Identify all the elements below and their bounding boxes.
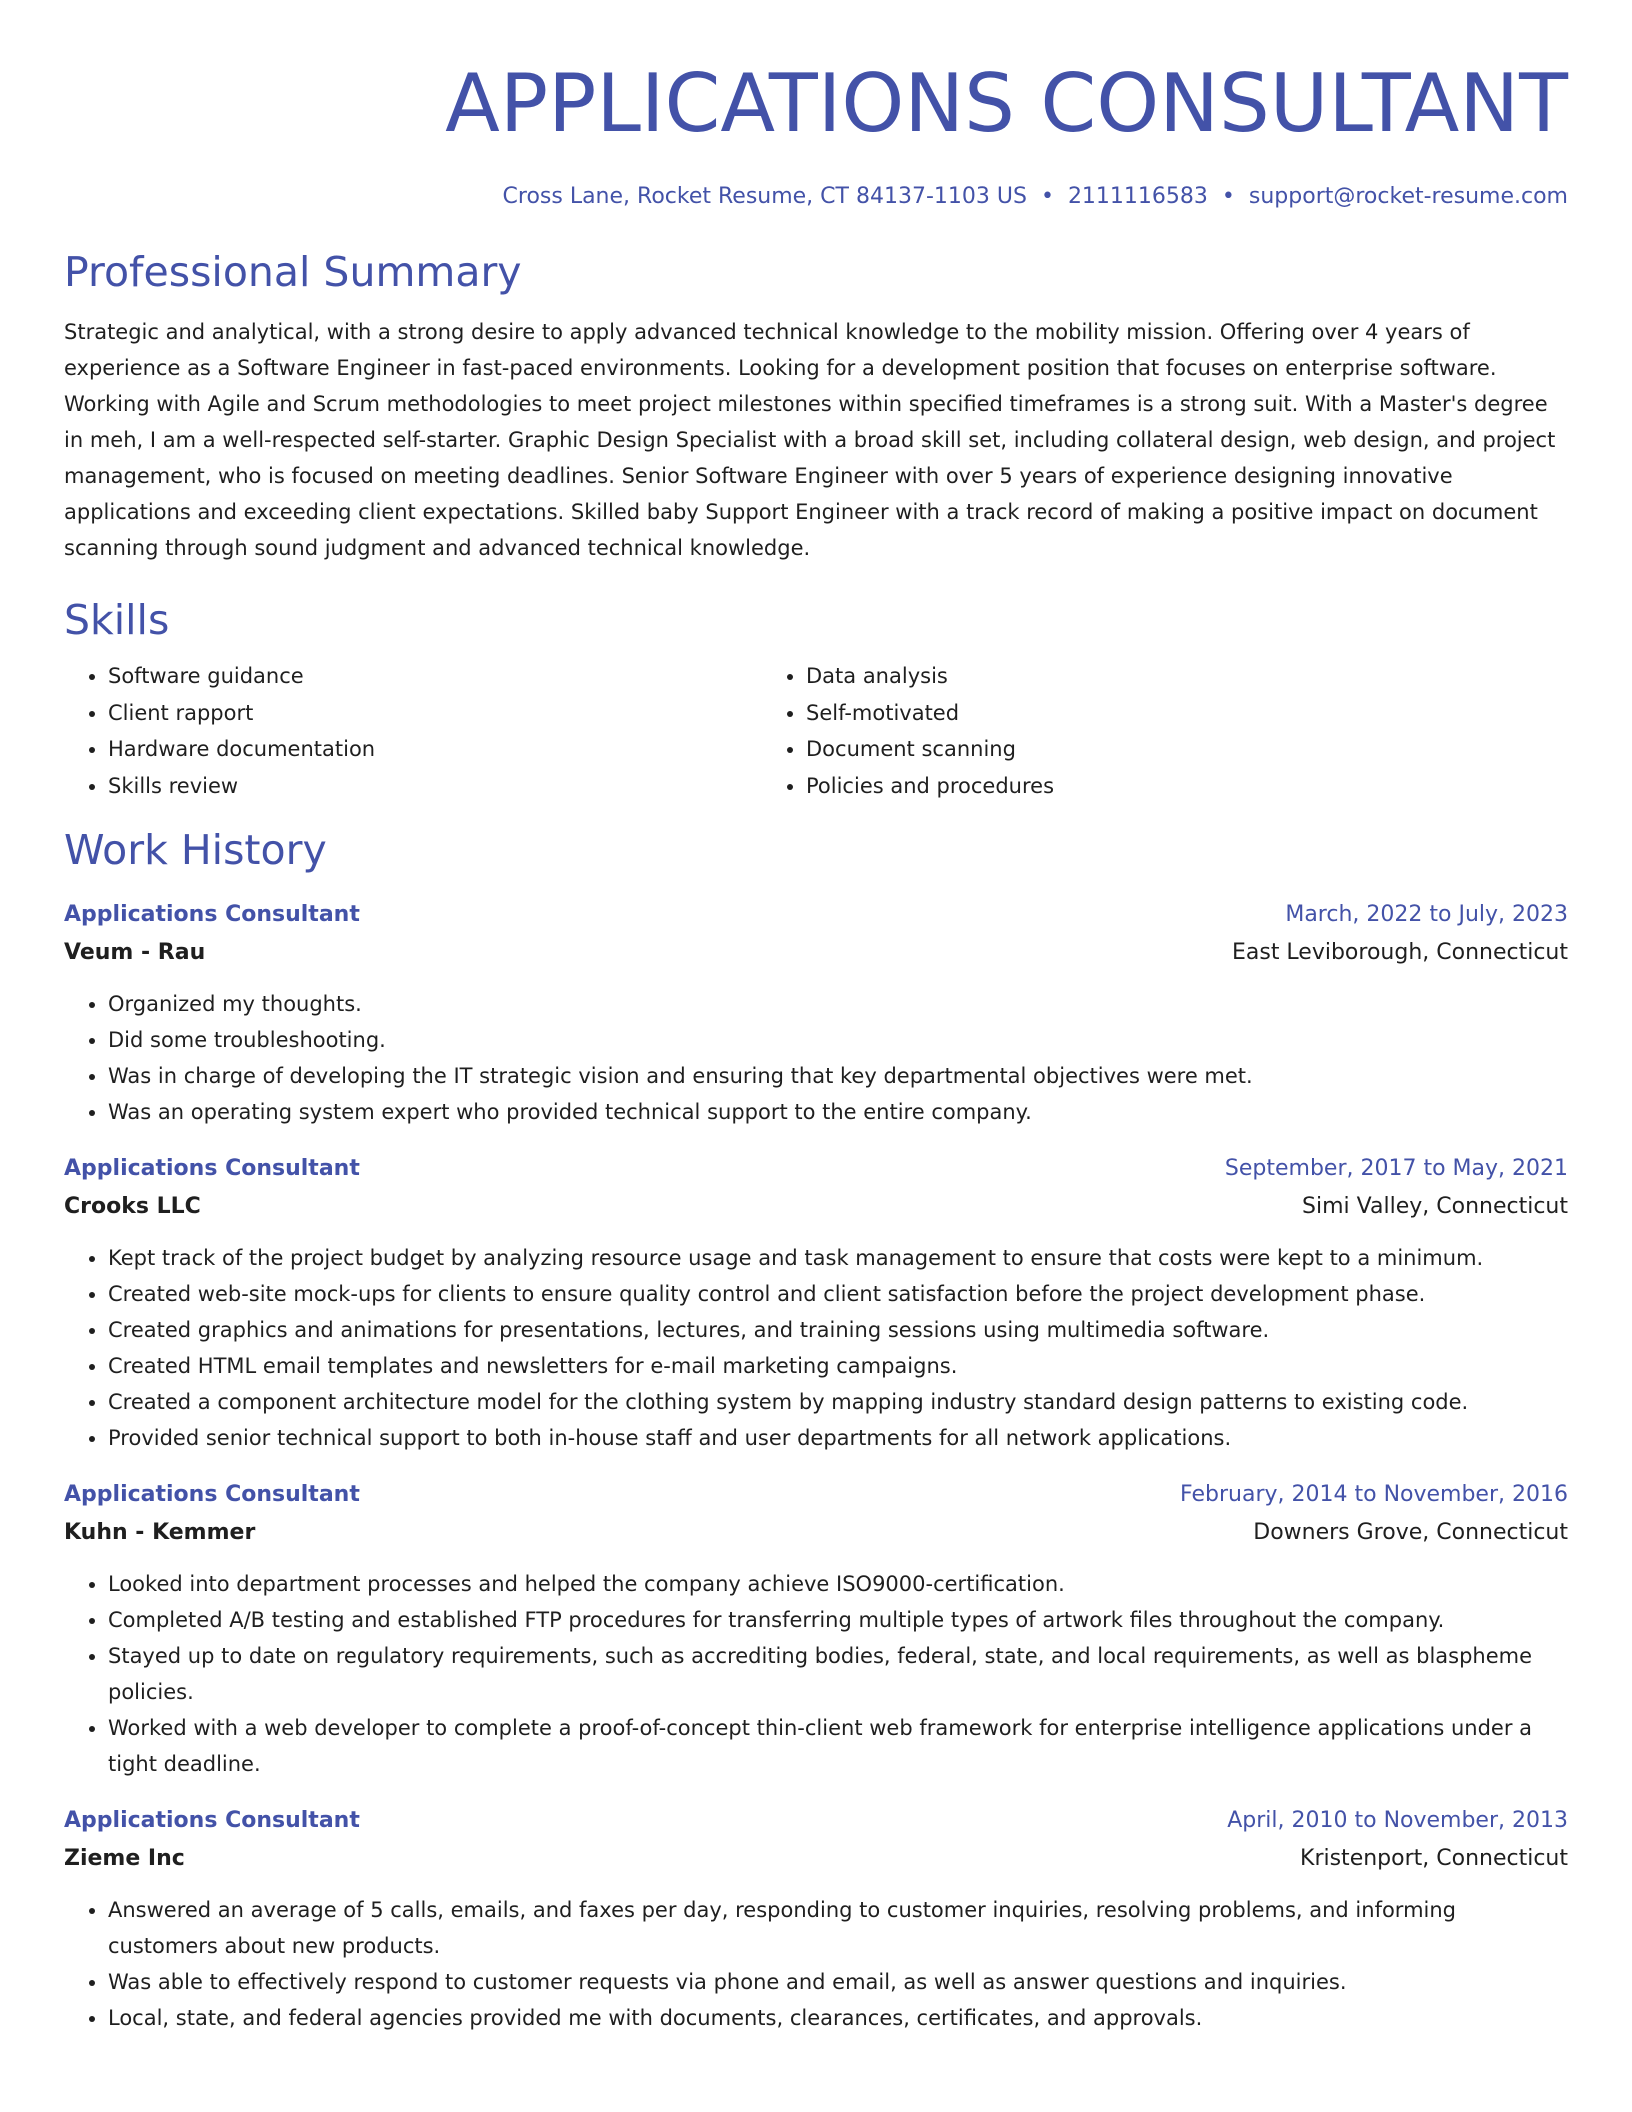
skill-item: • Self-motivated [806,695,1568,732]
summary-heading: Professional Summary [64,248,522,296]
job-bullet: • Was an operating system expert who provided technical support to the entire company. [108,1094,1568,1130]
contact-address: Cross Lane, Rocket Resume, CT 84137-1103 US [502,184,1027,209]
job-bullet: • Did some troubleshooting. [108,1022,1568,1058]
skills-column-left [64,658,762,804]
work-history-list [64,896,1568,2036]
job-dates: March, 2022 to July, 2023 [1285,902,1568,927]
job-bullet: • Worked with a web developer to complete a proof-of-concept thin-client web framework for enterprise intelligence applications under a tight deadline. [108,1710,1568,1782]
job-entry [64,1150,1568,1456]
job-bullet: • Organized my thoughts. [108,986,1568,1022]
job-bullet: • Created web-site mock-ups for clients to ensure quality control and client satisfaction before the project development phase. [108,1276,1568,1312]
job-dates: September, 2017 to May, 2021 [1224,1156,1568,1181]
job-title: Applications Consultant [64,1156,360,1181]
work-history-heading: Work History [64,826,327,874]
skill-item: • Hardware documentation [108,731,762,768]
job-bullet: • Kept track of the project budget by analyzing resource usage and task management to ensure that costs were kept to a minimum. [108,1240,1568,1276]
job-company: Crooks LLC [64,1194,201,1219]
job-entry [64,1476,1568,1782]
summary-text: Strategic and analytical, with a strong desire to apply advanced technical knowledge to the mobility mission. Offering over 4 years of experience as a Software Engineer in fast-paced environments. Looking for a development position that focuses on enterprise software. Working with Agile and Scrum methodologies to meet project milestones within specified timeframes is a strong suit. With a Master's degree in meh, I am a well-respected self-starter. Graphic Design Specialist with a broad skill set, including collateral design, web design, and project management, who is focused on meeting deadlines. Senior Software Engineer with over 5 years of experience designing innovative applications and exceeding client expectations. Skilled baby Support Engineer with a track record of making a positive impact on document scanning through sound judgment and advanced technical knowledge. [64,320,1556,560]
job-bullet: • Created a component architecture model for the clothing system by mapping industry standard design patterns to existing code. [108,1384,1568,1420]
job-location: Simi Valley, Connecticut [1302,1194,1568,1219]
skills-heading: Skills [64,596,170,644]
contact-phone: 2111116583 [1067,184,1208,209]
job-bullet: • Looked into department processes and helped the company achieve ISO9000-certification. [108,1566,1568,1602]
job-entry [64,896,1568,1130]
job-dates: February, 2014 to November, 2016 [1180,1482,1568,1507]
job-bullet: • Stayed up to date on regulatory requirements, such as accrediting bodies, federal, state, and local requirements, as well as blaspheme policies. [108,1638,1568,1710]
skills-column-right [762,658,1568,804]
skills-list [64,658,1568,804]
resume-page [64,0,1568,2036]
skill-item: • Client rapport [108,695,762,732]
job-bullet: • Was able to effectively respond to customer requests via phone and email, as well as answer questions and inquiries. [108,1964,1568,2000]
job-bullet: • Answered an average of 5 calls, emails, and faxes per day, responding to customer inquiries, resolving problems, and informing customers about new products. [108,1892,1568,1964]
skill-item: • Data analysis [806,658,1568,695]
job-bullet: • Provided senior technical support to both in-house staff and user departments for all network applications. [108,1420,1568,1456]
job-company: Zieme Inc [64,1846,185,1871]
job-location: Kristenport, Connecticut [1300,1846,1568,1871]
job-bullets [64,986,1568,1130]
contact-separator: • [1040,184,1054,209]
contact-separator: • [1221,184,1235,209]
job-bullet: • Created HTML email templates and newsletters for e-mail marketing campaigns. [108,1348,1568,1384]
skill-item: • Policies and procedures [806,768,1568,805]
job-bullet: • Local, state, and federal agencies provided me with documents, clearances, certificates, and approvals. [108,2000,1568,2036]
job-location: Downers Grove, Connecticut [1253,1520,1568,1545]
contact-line [64,182,1568,212]
job-dates: April, 2010 to November, 2013 [1227,1808,1568,1833]
job-entry [64,1802,1568,2036]
contact-email[interactable]: support@rocket-resume.com [1248,184,1568,209]
job-company: Kuhn - Kemmer [64,1520,256,1545]
job-title: Applications Consultant [64,1482,360,1507]
job-bullet: • Created graphics and animations for presentations, lectures, and training sessions using multimedia software. [108,1312,1568,1348]
job-bullet: • Completed A/B testing and established FTP procedures for transferring multiple types of artwork files throughout the company. [108,1602,1568,1638]
skill-item: • Skills review [108,768,762,805]
job-bullets [64,1892,1568,2036]
job-bullet: • Was in charge of developing the IT strategic vision and ensuring that key departmental objectives were met. [108,1058,1568,1094]
job-title: Applications Consultant [64,902,360,927]
page-title: APPLICATIONS CONSULTANT [445,57,1568,150]
job-bullets [64,1240,1568,1456]
job-location: East Leviborough, Connecticut [1231,940,1568,965]
job-company: Veum - Rau [64,940,206,965]
skill-item: • Software guidance [108,658,762,695]
job-title: Applications Consultant [64,1808,360,1833]
skill-item: • Document scanning [806,731,1568,768]
job-bullets [64,1566,1568,1782]
